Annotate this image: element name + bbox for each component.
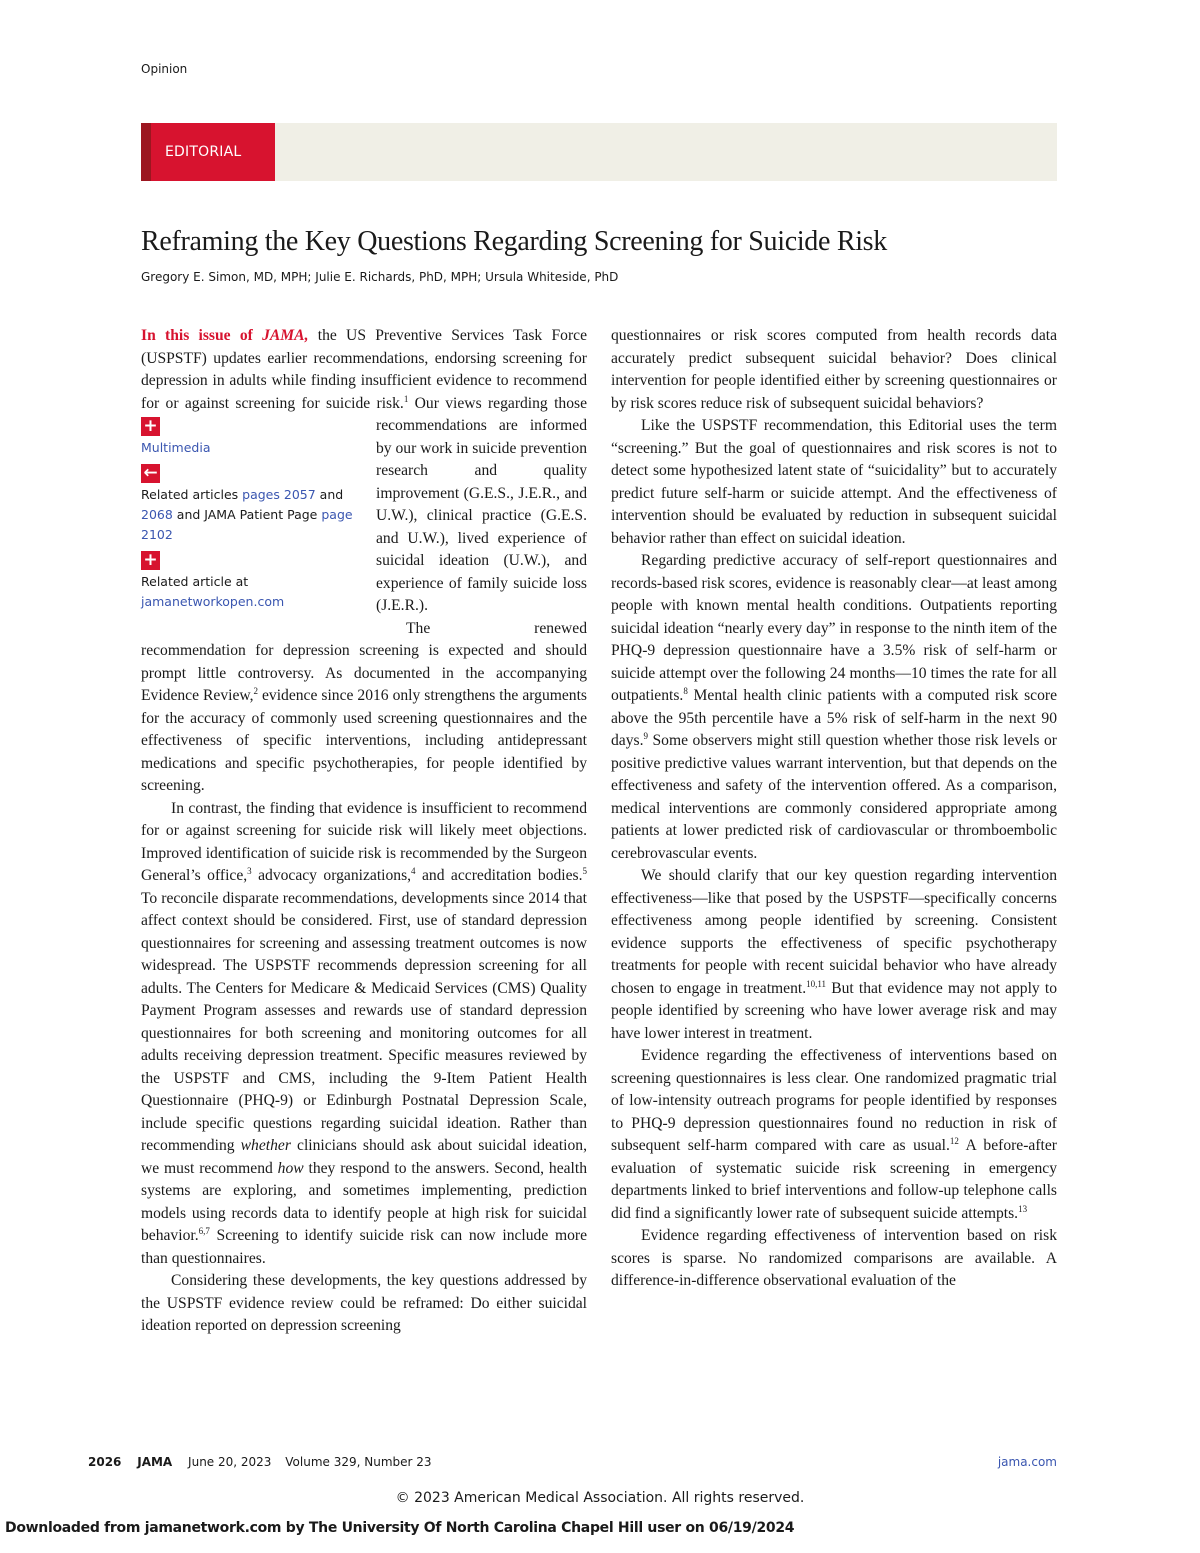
text-run: Our views regarding those recommendations are informed by our work in suicide prevention research and quality improvement (G.E.S., J.E.R., and U.W.), clinical practice (G.E.S. and U.W.), lived experience of suicidal ideation (U.W.), and experience of family suicide loss (J.E.R.). (376, 394, 587, 614)
plus-icon: + (141, 417, 160, 436)
journal-name: JAMA (137, 1455, 173, 1469)
paragraph (611, 325, 1057, 415)
editorial-tag-label: EDITORIAL (165, 144, 242, 160)
multimedia-link[interactable]: Multimedia (141, 440, 211, 455)
text-run: We should clarify that our key question regarding intervention effectiveness—like that posed by the USPSTF—specifically concerns effectiveness among people identified by screening. Consistent evidence supports the effectiveness of specific psychotherapy treatments for people with recent suicidal behavior who have already chosen to engage in treatment. (611, 867, 1057, 997)
page-number: 2026 (88, 1455, 122, 1469)
text-run: A before-after evaluation of systematic suicide risk screening in emergency departments linked to brief interventions and follow-up telephone calls did find a significantly lower rate of subsequent suicide attempts. (611, 1137, 1057, 1222)
text-run: In contrast, the finding that evidence is insufficient to recommend for or against screening for suicide risk will likely meet objections. Improved identification of suicide risk is recommended by the Surgeon General’s office, (141, 799, 587, 884)
jamanetworkopen-link[interactable]: jamanetworkopen.com (141, 594, 285, 609)
lead-in: JAMA, (262, 327, 309, 344)
related-and: and (315, 487, 344, 502)
paragraph (611, 550, 1057, 865)
left-column (141, 325, 587, 1338)
paragraph (611, 1225, 1057, 1293)
related-link-2057[interactable]: pages 2057 (242, 487, 316, 502)
issue-date: June 20, 2023 (188, 1455, 272, 1469)
text-run: To reconcile disparate recommendations, developments since 2014 that affect context should be considered. First, use of standard depression questionnaires for screening and assessing treatment outcomes is now widespread. The USPSTF recommends depression screening for all adults. The Centers for Medicare & Medicaid Services (CMS) Quality Payment Program assesses and rewards use of standard depression questionnaires for both screening and monitoring outcomes for all adults receiving depression treatment. Specific measures reviewed by the USPSTF and CMS, including the 9-Item Patient Health Questionnaire (PHQ-9) or Edinburgh Postnatal Depression Scale, include specific questions regarding suicidal ideation. Rather than recommending (141, 889, 587, 1154)
author-list: Gregory E. Simon, MD, MPH; Julie E. Richards, PhD, MPH; Ursula Whiteside, PhD (141, 270, 619, 284)
related-link-2068[interactable]: 2068 (141, 507, 173, 522)
text-run: But that evidence may not apply to people identified by screening who have lower average risk and may have lower interest in treatment. (611, 979, 1057, 1042)
paragraph (611, 1045, 1057, 1225)
reference-superscript[interactable]: 1 (403, 393, 409, 404)
text-run: Considering these developments, the key questions addressed by the USPSTF evidence review could be reframed: Do either suicidal ideation reported on depression screening (141, 1272, 587, 1334)
paragraph (141, 325, 587, 618)
reference-superscript[interactable]: 5 (582, 866, 588, 876)
paragraph (141, 1270, 587, 1338)
article-type-banner (141, 123, 1057, 181)
section-label: Opinion (141, 62, 188, 76)
text-run: how (277, 1159, 304, 1177)
reference-superscript[interactable]: 13 (1018, 1203, 1028, 1214)
right-column (611, 325, 1057, 1293)
text-run: Screening to identify suicide risk can now include more than questionnaires. (141, 1227, 587, 1267)
text-run: Evidence regarding effectiveness of intervention based on risk scores is sparse. No randomized comparisons are available. A difference-in-difference observational evaluation of the (611, 1227, 1057, 1289)
related-link-2102[interactable]: page 2102 (141, 507, 353, 542)
download-notice: Downloaded from jamanetwork.com by The University Of North Carolina Chapel Hill user on 06/19/2024 (5, 1520, 795, 1536)
text-run: and accreditation bodies. (415, 867, 583, 884)
reference-superscript[interactable]: 6,7 (198, 1226, 210, 1236)
plus-icon: + (141, 551, 160, 570)
paragraph (141, 618, 587, 798)
text-run: Some observers might still question whether those risk levels or positive predictive values warrant intervention, but that depends on the effectiveness and safety of the intervention offered. As a comparison, medical interventions are commonly considered appropriate among patients at lower predicted risk of cardiovascular or thromboembolic cerebrovascular events. (611, 732, 1057, 862)
lead-in: In this issue of (141, 327, 263, 344)
article-title: Reframing the Key Questions Regarding Screening for Suicide Risk (141, 226, 887, 257)
text-run: advocacy organizations, (251, 867, 412, 884)
editorial-tag (141, 123, 275, 181)
paragraph (611, 415, 1057, 550)
text-run: Mental health clinic patients with a computed risk score above the 95th percentile have a 5% risk of self-harm in the next 90 days. (611, 687, 1057, 749)
sidebar (141, 415, 363, 619)
arrow-left-icon: ← (141, 464, 160, 483)
text-run: The renewed recommendation for depression screening is expected and should prompt little controversy. As documented in the accompanying Evidence Review, (141, 619, 587, 704)
reference-superscript[interactable]: 3 (247, 866, 252, 876)
reference-superscript[interactable]: 2 (253, 686, 259, 696)
text-run (376, 395, 587, 615)
text-run: Regarding predictive accuracy of self-report questionnaires and records-based risk scores, evidence is reasonably clear—at least among people with known mental health conditions. Outpatients reporting suicidal ideation “nearly every day” in response to the ninth item of the PHQ-9 depression questionnaire have a 3.5% risk of self-harm or suicide attempt over the following 24 months—10 times the rate for all outpatients. (611, 552, 1057, 704)
reference-superscript[interactable]: 4 (411, 866, 416, 876)
reference-superscript[interactable]: 8 (683, 686, 688, 696)
text-run: clinicians should ask about suicidal ideation, we must recommend (141, 1137, 588, 1177)
related-open-label: Related article at (141, 574, 249, 589)
related-patient-page-label: and JAMA Patient Page (172, 507, 322, 522)
text-run: Evidence regarding the effectiveness of interventions based on screening questionnaires is less clear. One randomized pragmatic trial of low-intensity outreach programs for people identified by responses to PHQ-9 depression questionnaires found no reduction in risk of subsequent self-harm compared with care as usual. (611, 1047, 1057, 1154)
paragraphs (611, 325, 1057, 1293)
volume-number: Volume 329, Number 23 (285, 1455, 432, 1469)
copyright: © 2023 American Medical Association. All rights reserved. (395, 1490, 805, 1506)
text-run: the US Preventive Services Task Force (USPSTF) updates earlier recommendations, endorsing screening for depression in adults while finding insufficient evidence to recommend for or against screening for suicide risk. (141, 327, 587, 412)
paragraphs (141, 618, 587, 1338)
page-footer (88, 1455, 1057, 1469)
paragraph (611, 865, 1057, 1045)
text-run: they respond to the answers. Second, health systems are exploring, and sometimes implementing, prediction models using records data to identify people at high risk for suicidal behavior. (141, 1159, 587, 1244)
text-run: whether (240, 1137, 291, 1154)
text-run: Like the USPSTF recommendation, this Editorial uses the term “screening.” But the goal of questionnaires and risk scores is not to detect some hypothesized latent state of “suicidality” but to accurately predict future self-harm or suicide attempt. And the effectiveness of intervention should be evaluated by reduction in subsequent suicidal behavior rather than effect on suicidal ideation. (611, 417, 1057, 547)
reference-superscript[interactable]: 10,11 (806, 978, 827, 989)
paragraph (141, 798, 587, 1271)
site-link[interactable]: jama.com (997, 1455, 1057, 1469)
text-run: questionnaires or risk scores computed from health records data accurately predict subsequent suicidal behavior? Does clinical intervention for people identified either by screening questionnaires or by risk scores reduce risk of subsequent suicidal behaviors? (611, 327, 1057, 412)
reference-superscript[interactable]: 12 (949, 1136, 959, 1146)
text-run: evidence since 2016 only strengthens the arguments for the accuracy of commonly used screening questionnaires and the effectiveness of specific interventions, including antidepressant medications and specific psychotherapies, for people identified by screening. (141, 687, 587, 794)
reference-superscript[interactable]: 9 (643, 731, 648, 741)
related-label: Related articles (141, 487, 243, 502)
